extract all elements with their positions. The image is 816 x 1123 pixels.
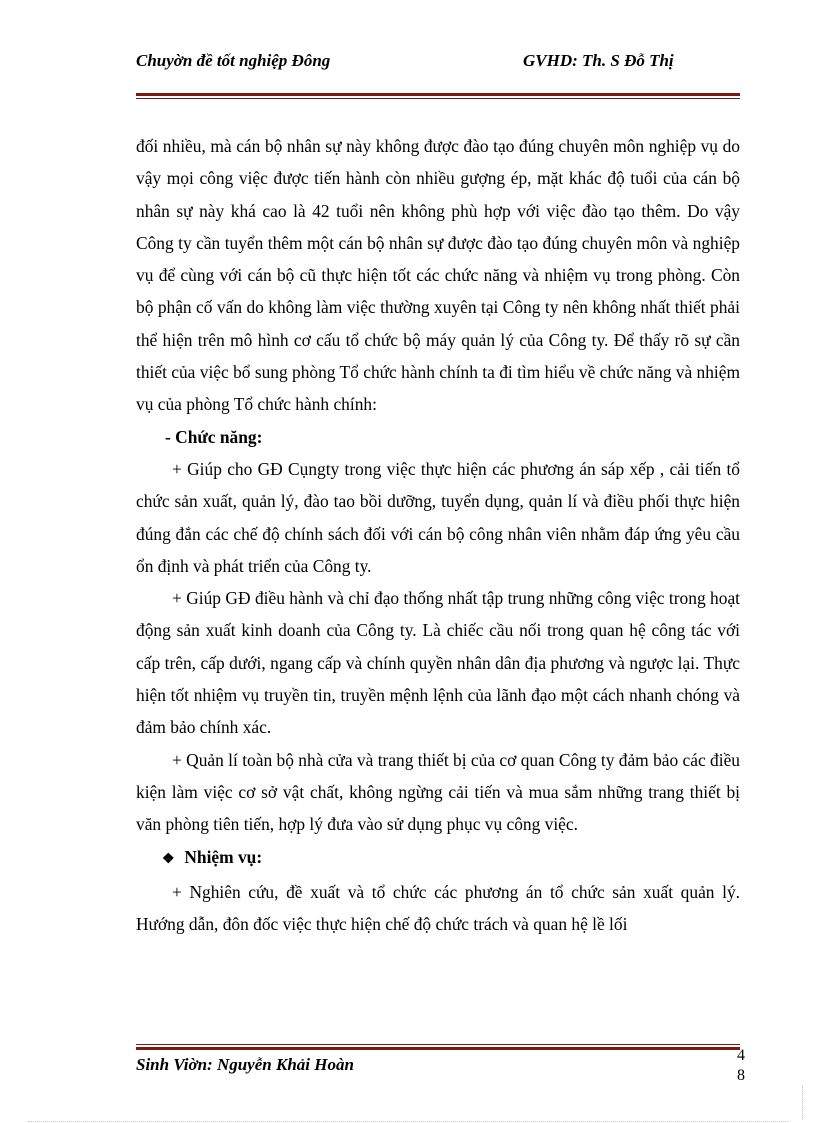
page-border-bottom	[28, 1121, 788, 1122]
section-heading-duties-label: Nhiệm vụ:	[184, 846, 263, 867]
body-text	[136, 130, 740, 940]
paragraph-function-2: + Giúp GĐ điều hành và chỉ đạo thống nhất tập trung những công việc trong hoạt động sản xuất kinh doanh của Công ty. Là chiếc cầu nối trong quan hệ công tác với cấp trên, cấp dưới, ngang cấp và chính quyền nhân dân địa phương và ngược lại. Thực hiện tốt nhiệm vụ truyền tin, truyền mệnh lệnh của lãnh đạo một cách nhanh chóng và đảm bảo chính xác.	[136, 588, 740, 738]
paragraph-duty-1: + Nghiên cứu, đề xuất và tổ chức các phương án tổ chức sản xuất quản lý. Hướng dẫn, đôn đốc việc thực hiện chế độ chức trách và quan hệ lề lối	[136, 881, 740, 935]
header-rule-thick	[136, 93, 740, 96]
paragraph-intro: đối nhiều, mà cán bộ nhân sự này không được đào tạo đúng chuyên môn nghiệp vụ do vậy mọi công việc được tiến hành còn nhiều gượng ép, mặt khác độ tuổi của cán bộ nhân sự này khá cao là 42 tuổi nên không phù hợp với việc đào tạo thêm. Do vậy Công ty cần tuyển thêm một cán bộ nhân sự được đào tạo đúng chuyên môn và nghiệp vụ để cùng với cán bộ cũ thực hiện tốt các chức năng và nhiệm vụ trong phòng. Còn bộ phận cố vấn do không làm việc thường xuyên tại Công ty nên không nhất thiết phải thể hiện trên mô hình cơ cấu tổ chức bộ máy quản lý của Công ty. Để thấy rõ sự cần thiết của việc bổ sung phòng Tổ chức hành chính ta đi tìm hiểu về chức năng và nhiệm vụ của phòng Tổ chức hành chính:	[136, 136, 740, 415]
paragraph-function-1: + Giúp cho GĐ Cụngty trong việc thực hiện các phương án sáp xếp , cải tiến tổ chức sản xuất, quản lý, đào tao bồi dưỡng, tuyển dụng, quản lí và điều phối thực hiện đúng đắn các chế độ chính sách đối với cán bộ công nhân viên nhằm đáp ứng yêu cầu ổn định và phát triển của Công ty.	[136, 458, 740, 576]
header-title: Chuyờn đề tốt nghiệp Đông	[136, 51, 331, 70]
page-number: 4 8	[737, 1047, 745, 1084]
header-rule-thin	[136, 98, 740, 99]
footer-student: Sinh Viờn: Nguyễn Khải Hoàn	[136, 1055, 354, 1074]
page-border-right	[802, 1086, 803, 1120]
paragraph-function-3: + Quản lí toàn bộ nhà cửa và trang thiết bị của cơ quan Công ty đảm bảo các điều kiện làm việc cơ sở vật chất, không ngừng cải tiến và mua sắm những trang thiết bị văn phòng tiên tiến, hợp lý đưa vào sử dụng phục vụ công việc.	[136, 749, 740, 835]
diamond-bullet-icon: ❖	[162, 851, 175, 867]
footer-rule-thick	[136, 1047, 740, 1050]
header-advisor: GVHD: Th. S Đỗ Thị	[523, 51, 674, 70]
section-heading-duties	[136, 841, 740, 876]
section-heading-functions: - Chức năng:	[165, 426, 263, 447]
footer-rule-thin	[136, 1044, 740, 1045]
